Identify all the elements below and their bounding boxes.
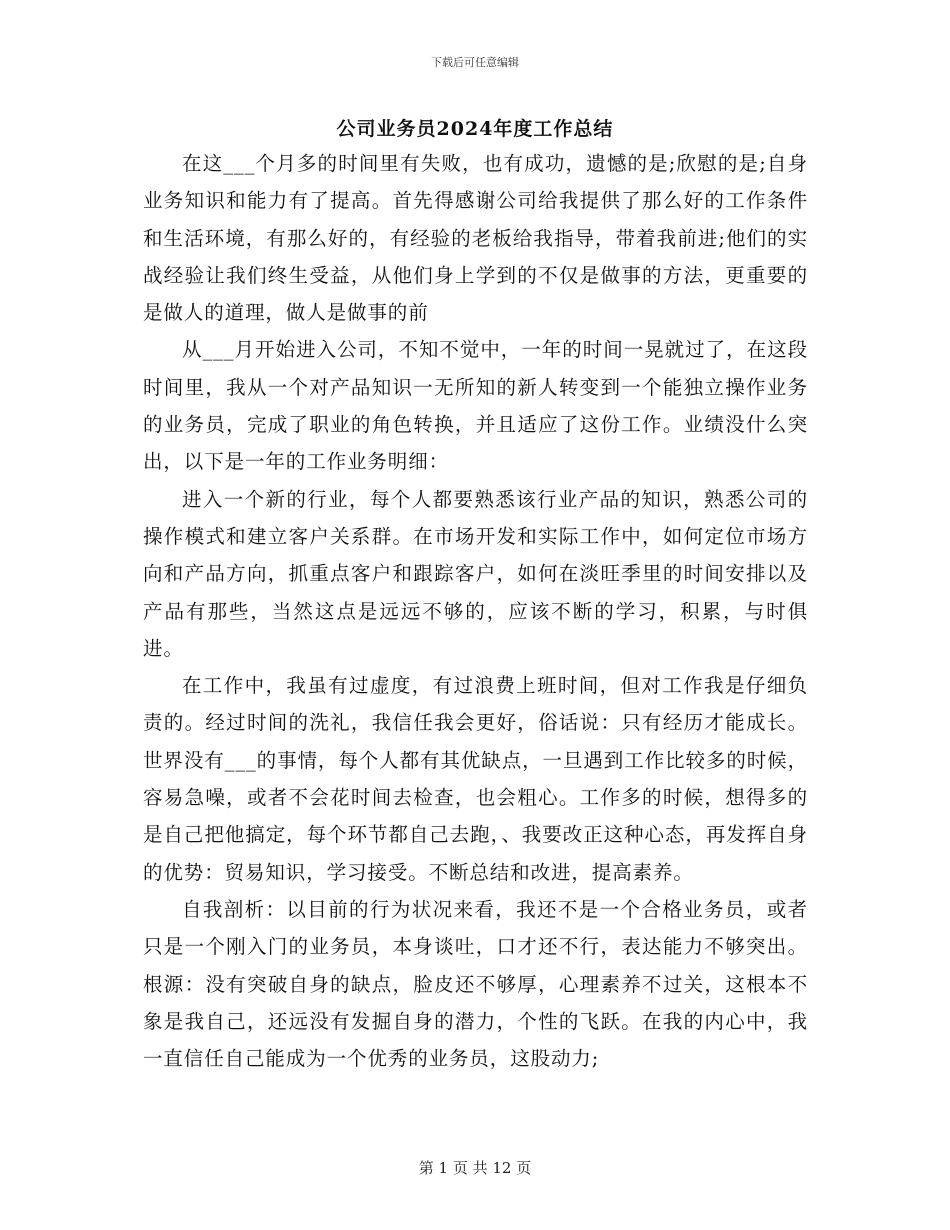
- paragraph: 进入一个新的行业，每个人都要熟悉该行业产品的知识，熟悉公司的操作模式和建立客户关系群。在市场开发和实际工作中，如何定位市场方向和产品方向，抓重点客户和跟踪客户，如何在淡旺季里的时间安排以及产品有那些，当然这点是远远不够的，应该不断的学习，积累，与时俱进。: [143, 487, 808, 660]
- document-body: [143, 145, 808, 1077]
- paragraph: 自我剖析：以目前的行为状况来看，我还不是一个合格业务员，或者只是一个刚入门的业务员，本身谈吐，口才还不行，表达能力不够突出。根源：没有突破自身的缺点，脸皮还不够厚，心理素养不过关，这根本不象是我自己，还远没有发掘自身的潜力，个性的飞跃。在我的内心中，我一直信任自己能成为一个优秀的业务员，这股动力;: [143, 897, 808, 1071]
- paragraph: 在工作中，我虽有过虚度，有过浪费上班时间，但对工作我是仔细负责的。经过时间的洗礼，我信任我会更好，俗话说：只有经历才能成长。世界没有___的事情，每个人都有其优缺点，一旦遇到工作比较多的时候，容易急噪，或者不会花时间去检查，也会粗心。工作多的时候，想得多的是自己把他搞定，每个环节都自己去跑，、我要改正这种心态，再发挥自身的优势：贸易知识，学习接受。不断总结和改进，提高素养。: [143, 674, 808, 884]
- document-title: 公司业务员2024年度工作总结: [336, 118, 614, 140]
- page-header: 下载后可任意编辑: [431, 56, 519, 69]
- page-number: 第 1 页 共 12 页: [418, 1159, 532, 1177]
- paragraph: 从___月开始进入公司，不知不觉中，一年的时间一晃就过了，在这段时间里，我从一个对产品知识一无所知的新人转变到一个能独立操作业务的业务员，完成了职业的角色转换，并且适应了这份工作。业绩没什么突出，以下是一年的工作业务明细：: [143, 338, 808, 474]
- paragraph: 在这___个月多的时间里有失败，也有成功，遗憾的是;欣慰的是;自身业务知识和能力有了提高。首先得感谢公司给我提供了那么好的工作条件和生活环境，有那么好的，有经验的老板给我指导，带着我前进;他们的实战经验让我们终生受益，从他们身上学到的不仅是做事的方法，更重要的是做人的道理，做人是做事的前: [143, 152, 808, 325]
